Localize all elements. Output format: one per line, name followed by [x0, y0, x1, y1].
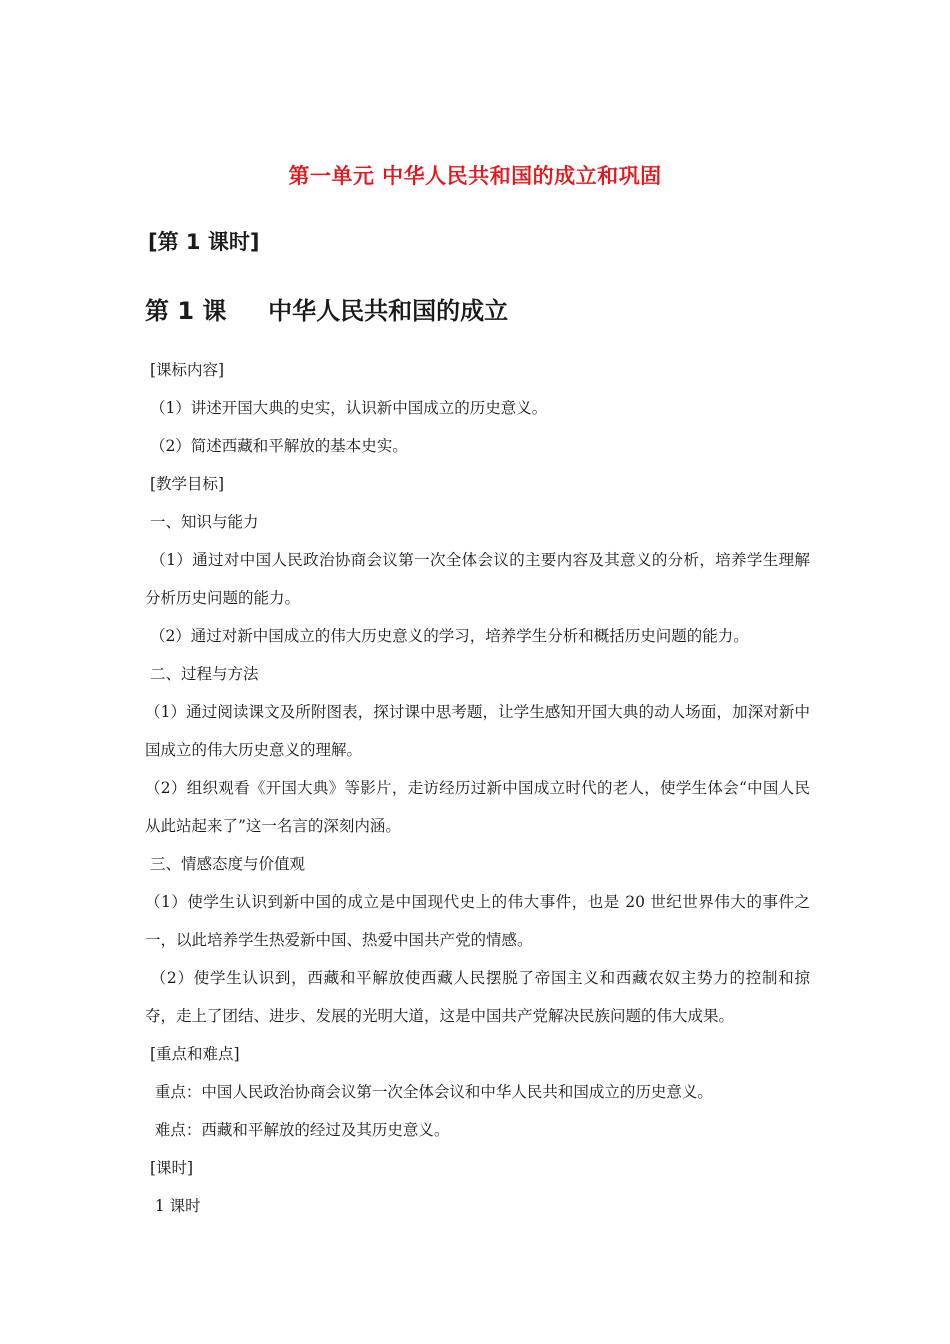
subsection-heading: 三、情感态度与价值观	[145, 855, 305, 873]
lesson-content	[145, 351, 810, 1225]
paragraph: 重点：中国人民政治协商会议第一次全体会议和中华人民共和国成立的历史意义。	[145, 1083, 713, 1101]
paragraph: （1）通过对中国人民政治协商会议第一次全体会议的主要内容及其意义的分析，培养学生理解分析历史问题的能力。	[145, 551, 810, 607]
paragraph: （1）通过阅读课文及所附图表，探讨课中思考题，让学生感知开国大典的动人场面，加深对新中国成立的伟大历史意义的理解。	[145, 703, 810, 759]
subsection-heading: 二、过程与方法	[145, 665, 259, 683]
unit-title: 第一单元 中华人民共和国的成立和巩固	[288, 164, 662, 188]
paragraph: （2）通过对新中国成立的伟大历史意义的学习，培养学生分析和概括历史问题的能力。	[145, 627, 749, 645]
paragraph: （1）使学生认识到新中国的成立是中国现代史上的伟大事件，也是 20 世纪世界伟大的事件之一，以此培养学生热爱新中国、热爱中国共产党的情感。	[145, 893, 810, 949]
paragraph: （2）组织观看《开国大典》等影片，走访经历过新中国成立时代的老人，使学生体会“中国人民从此站起来了”这一名言的深刻内涵。	[145, 779, 810, 835]
section-heading: [教学目标]	[145, 475, 225, 493]
paragraph: （1）讲述开国大典的史实，认识新中国成立的历史意义。	[145, 399, 548, 417]
section-heading: [重点和难点]	[145, 1045, 240, 1063]
paragraph: （2）简述西藏和平解放的基本史实。	[145, 437, 408, 455]
paragraph: （2）使学生认识到，西藏和平解放使西藏人民摆脱了帝国主义和西藏农奴主势力的控制和掠夺，走上了团结、进步、发展的光明大道，这是中国共产党解决民族问题的伟大成果。	[145, 969, 810, 1025]
section-heading: [课时]	[145, 1159, 194, 1177]
session-title: [第 1 课时]	[148, 230, 260, 254]
paragraph: 1 课时	[145, 1197, 201, 1215]
paragraph: 难点：西藏和平解放的经过及其历史意义。	[145, 1121, 450, 1139]
subsection-heading: 一、知识与能力	[145, 513, 259, 531]
section-heading: [课标内容]	[145, 361, 225, 379]
lesson-title: 第 1 课 中华人民共和国的成立	[145, 297, 509, 325]
